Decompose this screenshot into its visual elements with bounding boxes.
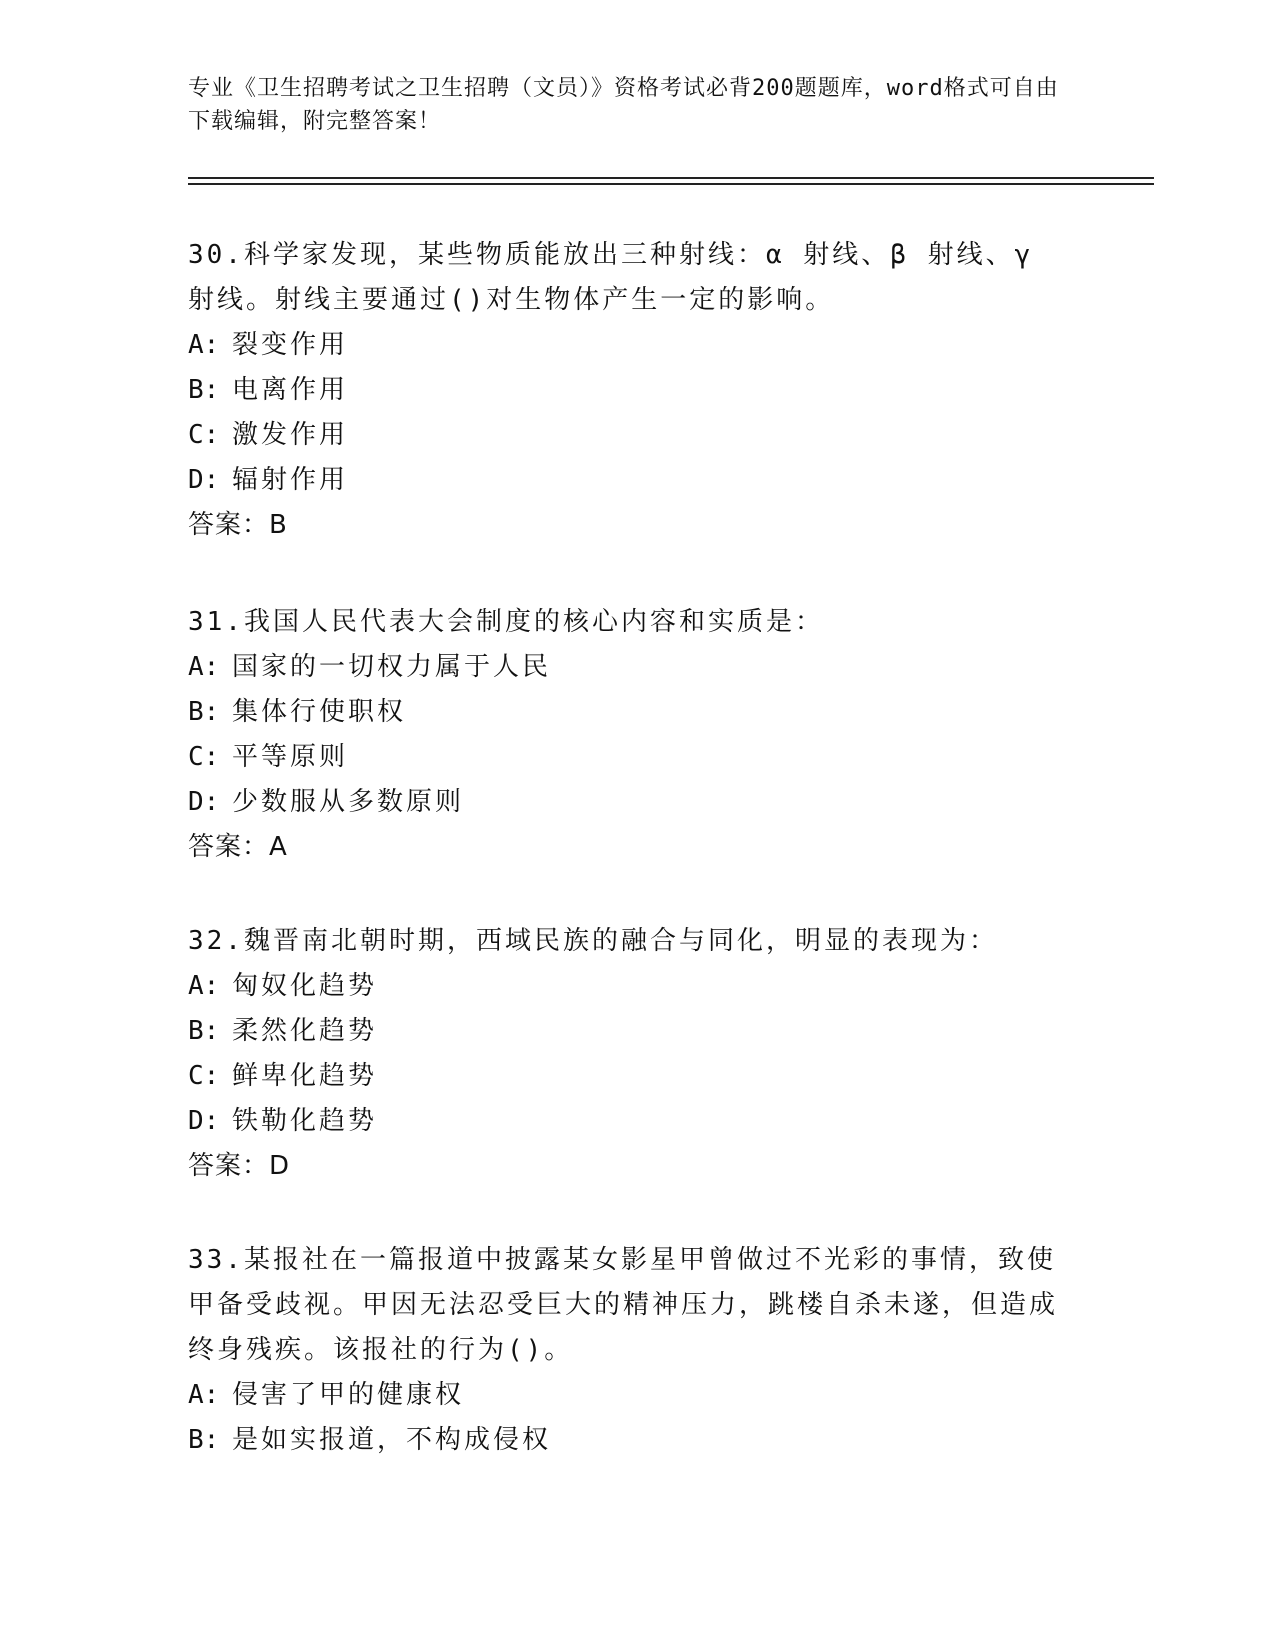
option-b <box>188 368 1068 413</box>
option-key: A: <box>188 971 220 1001</box>
option-d <box>188 458 1068 503</box>
option-d <box>188 1099 1068 1144</box>
option-c <box>188 1054 1068 1099</box>
option-key: B: <box>188 1425 220 1455</box>
option-text: 少数服从多数原则 <box>232 787 465 817</box>
option-c <box>188 735 1068 780</box>
question-31 <box>188 600 1068 870</box>
option-text: 裂变作用 <box>232 330 349 360</box>
question-stem: 33.某报社在一篇报道中披露某女影星甲曾做过不光彩的事情，致使甲备受歧视。甲因无法忍受巨大的精神压力，跳楼自杀未遂，但造成终身残疾。该报社的行为()。 <box>188 1245 1059 1365</box>
header-intro-text: 专业《卫生招聘考试之卫生招聘（文员）》资格考试必背200题题库，word格式可自由下载编辑，附完整答案！ <box>188 76 1059 134</box>
option-key: C: <box>188 742 220 772</box>
answer-line: 答案：A <box>188 832 288 862</box>
question-32 <box>188 919 1068 1189</box>
option-text: 电离作用 <box>232 375 349 405</box>
option-text: 是如实报道，不构成侵权 <box>232 1425 552 1455</box>
option-b <box>188 1418 1068 1463</box>
option-key: D: <box>188 1106 220 1136</box>
option-key: B: <box>188 375 220 405</box>
option-text: 集体行使职权 <box>232 697 407 727</box>
option-key: C: <box>188 420 220 450</box>
question-stem: 30.科学家发现，某些物质能放出三种射线：α 射线、β 射线、γ 射线。射线主要通过()对生物体产生一定的影响。 <box>188 240 1034 315</box>
option-a <box>188 645 1068 690</box>
option-text: 柔然化趋势 <box>232 1016 378 1046</box>
option-key: A: <box>188 1380 220 1410</box>
question-33 <box>188 1238 1068 1463</box>
document-header <box>188 72 1068 138</box>
option-b <box>188 1009 1068 1054</box>
option-c <box>188 413 1068 458</box>
option-text: 激发作用 <box>232 420 349 450</box>
option-text: 平等原则 <box>232 742 349 772</box>
header-divider-bottom <box>188 183 1154 185</box>
option-text: 侵害了甲的健康权 <box>232 1380 465 1410</box>
option-a <box>188 964 1068 1009</box>
answer-line: 答案：D <box>188 1151 291 1181</box>
option-d <box>188 780 1068 825</box>
option-text: 铁勒化趋势 <box>232 1106 378 1136</box>
option-key: B: <box>188 697 220 727</box>
option-a <box>188 1373 1068 1418</box>
option-key: A: <box>188 330 220 360</box>
option-key: C: <box>188 1061 220 1091</box>
option-key: D: <box>188 465 220 495</box>
option-key: D: <box>188 787 220 817</box>
option-text: 辐射作用 <box>232 465 349 495</box>
header-divider-top <box>188 177 1154 179</box>
option-key: A: <box>188 652 220 682</box>
option-text: 鲜卑化趋势 <box>232 1061 378 1091</box>
option-b <box>188 690 1068 735</box>
answer-line: 答案：B <box>188 510 288 540</box>
question-30 <box>188 233 1068 548</box>
option-key: B: <box>188 1016 220 1046</box>
question-stem: 32.魏晋南北朝时期，西域民族的融合与同化，明显的表现为： <box>188 926 998 956</box>
option-text: 匈奴化趋势 <box>232 971 378 1001</box>
option-text: 国家的一切权力属于人民 <box>232 652 552 682</box>
question-stem: 31.我国人民代表大会制度的核心内容和实质是： <box>188 607 824 637</box>
option-a <box>188 323 1068 368</box>
